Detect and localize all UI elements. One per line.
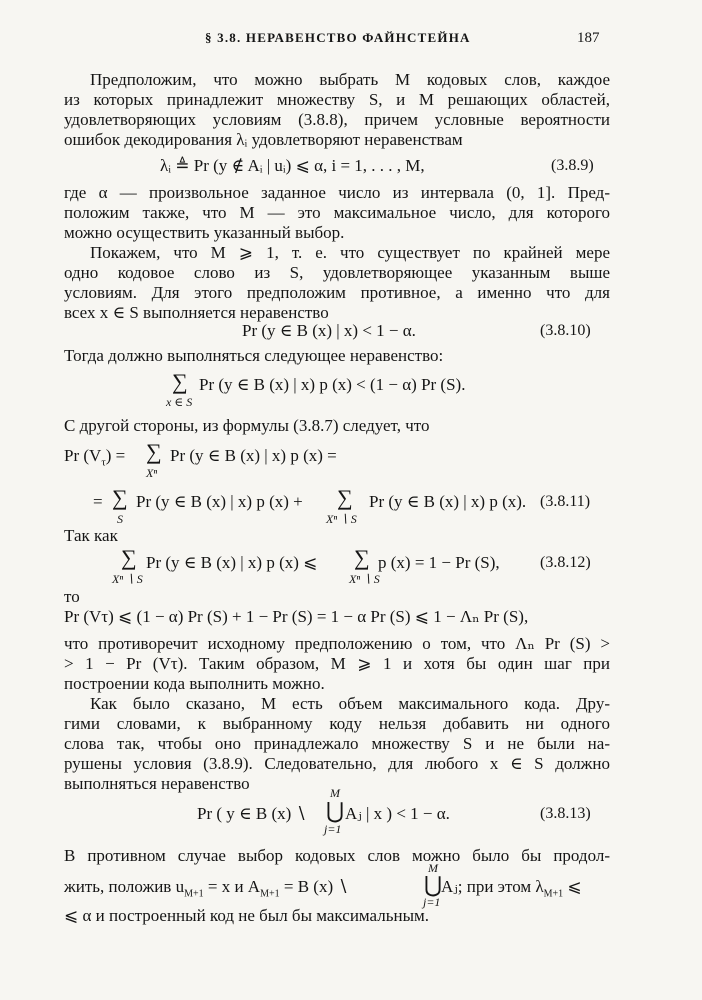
text-line: одно кодовое слово из S, удовлетворяющее указанным выше [64,263,610,282]
text-line: Тогда должно выполняться следующее неравенство: [64,346,444,365]
text-line: Покажем, что M ⩾ 1, т. е. что существует по крайней мере [90,243,610,262]
pr-label: Pr [197,804,217,823]
subscript: M+1 [543,888,564,900]
equation-number: (3.8.12) [540,554,591,571]
text-line: что противоречит исходному предположению о том, что Λₙ Pr (S) > [64,634,610,653]
equation-chain: Pr (Vτ) ⩽ (1 − α) Pr (S) + 1 − Pr (S) = 1 − α Pr (S) ⩽ 1 − Λₙ Pr (S), [64,607,529,626]
text-segment: = x и A [203,877,261,896]
sum-sign: ∑ [112,485,128,510]
sum-sign: ∑ [337,485,353,510]
union-subscript: j=1 [324,822,342,836]
text-line: ошибок декодирования λᵢ удовлетворяют неравенствам [64,130,463,149]
equation-3-8-11-term1: Pr (y ∈ B (x) | x) p (x) + [136,492,303,511]
text-line: гими словами, к выбранному коду нельзя добавить ни одного [64,714,610,733]
sum-sign: ∑ [354,545,370,570]
union-superscript: M [428,861,438,875]
union-sign: ⋃ [326,798,345,823]
equation-3-8-12-term2: p (x) = 1 − Pr (S), [378,553,500,572]
sum-sign: ∑ [146,439,162,464]
sum-subscript: S [117,512,123,526]
text-line: > 1 − Pr (Vτ). Таким образом, M ⩾ 1 и хотя бы один шаг при [64,654,610,673]
sum-subscript: Xⁿ ∖ S [349,572,380,586]
text-segment: жить, положив u [64,877,185,896]
text-segment: ⩽ [563,877,582,896]
equation-3-8-13-tail: Aⱼ | x ) < 1 − α. [345,804,450,823]
sum-sign: ∑ [172,369,188,394]
equation-3-8-9: λᵢ ≜ Pr (y ∉ Aᵢ | uᵢ) ⩽ α, i = 1, . . . , M, [160,156,425,175]
equation-3-8-11-term2: Pr (y ∈ B (x) | x) p (x). [369,492,527,511]
text-line: слова так, чтобы оно принадлежало множеству S и не были на- [64,734,610,753]
equation-3-8-13 [197,804,306,824]
subscript: M+1 [184,888,204,900]
equation-number: (3.8.9) [551,157,594,174]
text-segment: Aⱼ; при этом λ [441,877,544,896]
text-line: ⩽ α и построенный код не был бы максимальным. [64,906,430,925]
text-segment: = B (x) ∖ [279,877,349,896]
text-line: В противном случае выбор кодовых слов можно было бы продол- [64,846,610,865]
equation-number: (3.8.10) [540,322,591,339]
equation-prv-lhs [64,446,125,472]
equation-3-8-10: Pr (y ∈ B (x) | x) < 1 − α. [242,321,416,340]
equation-number: (3.8.11) [540,493,591,510]
text-line-tail [441,877,582,904]
text-line: положим также, что M — это максимальное число, для которого [64,203,610,222]
text-line: С другой стороны, из формулы (3.8.7) следует, что [64,416,430,435]
text-line: то [64,587,80,606]
text-line: Так как [64,526,118,545]
running-header: § 3.8. НЕРАВЕНСТВО ФАЙНСТЕЙНА [205,30,471,45]
union-subscript: j=1 [423,895,441,909]
tau-subscript: τ [101,456,106,469]
eq-body: ( y ∈ B (x) ∖ [216,804,307,823]
text-line: из которых принадлежит множеству S, и M решающих областей, [64,90,610,109]
text-line: построении кода выполнить можно. [64,674,325,693]
text-line: выполняться неравенство [64,774,250,793]
union-sign: ⋃ [424,872,443,897]
text-line: удовлетворяющих условиям (3.8.8), причем условные вероятности [64,110,610,129]
text-line: Предположим, что можно выбрать M кодовых слов, каждое [90,70,610,89]
equation-3-8-12-term1: Pr (y ∈ B (x) | x) p (x) ⩽ [146,553,318,572]
sum-subscript: Xⁿ ∖ S [112,572,143,586]
text-line-with-math [64,877,348,904]
page-number: 187 [577,30,600,46]
equation-number: (3.8.13) [540,805,591,822]
union-superscript: M [330,786,340,800]
text-line: Как было сказано, M есть объем максимального кода. Дру- [90,694,610,713]
equation-sum-s: Pr (y ∈ B (x) | x) p (x) < (1 − α) Pr (S). [199,375,466,394]
text-line: можно осуществить указанный выбор. [64,223,345,242]
text-line: рушены условия (3.8.9). Следовательно, для любого x ∈ S должно [64,754,610,773]
text-line: всех x ∈ S выполняется неравенство [64,303,329,322]
prv-label: Pr (V [64,446,102,465]
sum-subscript: Xⁿ [146,466,158,480]
sum-subscript: x ∈ S [166,395,193,409]
sum-sign: ∑ [121,545,137,570]
equation-prv-body: Pr (y ∈ B (x) | x) p (x) = [170,446,337,465]
text-line: где α — произвольное заданное число из интервала (0, 1]. Пред- [64,183,610,202]
subscript: M+1 [260,888,280,900]
prv-eq: ) = [105,446,126,465]
equals-sign: = [93,492,103,511]
text-line: условиям. Для этого предположим противное, а именно что для [64,283,610,302]
sum-subscript: Xⁿ ∖ S [326,512,357,526]
